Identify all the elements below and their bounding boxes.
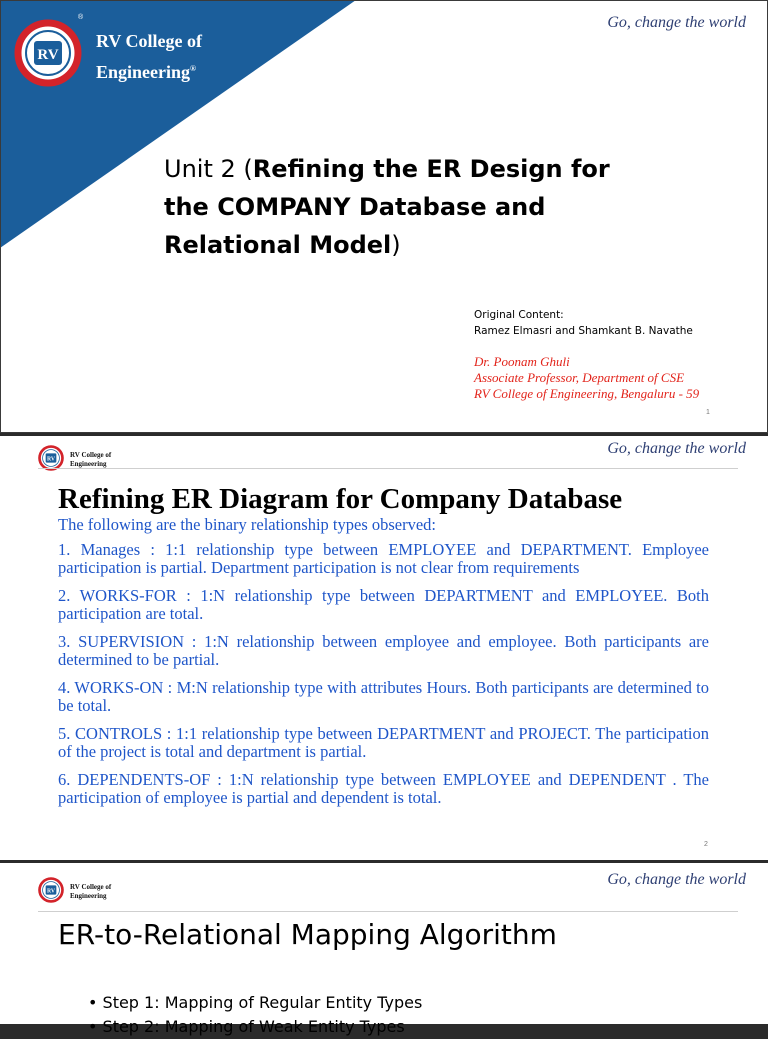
list-item: 1. Manages : 1:1 relationship type between EMPLOYEE and DEPARTMENT. Employee participation is partial. Department participation is not clear from requirements: [58, 539, 709, 577]
college-name-line2: Engineering: [70, 460, 107, 468]
list-item: • Step 2: Mapping of Weak Entity Types: [88, 1015, 422, 1039]
presenter-org: RV College of Engineering, Bengaluru - 59: [474, 386, 700, 401]
svg-text:RV: RV: [46, 888, 56, 895]
college-name-line2: Engineering: [70, 892, 107, 900]
svg-text:RV: RV: [46, 456, 56, 463]
slide-title-suffix: ): [391, 231, 401, 259]
page-number: 1: [706, 409, 710, 416]
slide-title-prefix: Unit 2 (: [164, 155, 253, 183]
list-item: 2. WORKS-FOR : 1:N relationship type between DEPARTMENT and EMPLOYEE. Both participation are total.: [58, 585, 709, 623]
content-slide-mapping: [0, 863, 768, 1036]
college-name-line2: Engineering: [96, 62, 191, 82]
list-item: 3. SUPERVISION : 1:N relationship between employee and employee. Both participants are determined to be partial.: [58, 631, 709, 669]
college-name-line1: RV College of: [70, 451, 112, 459]
college-name-line1: RV College of: [70, 883, 112, 891]
presenter-info: [474, 354, 699, 402]
tagline: Go, change the world: [607, 440, 746, 457]
college-name: [96, 28, 202, 86]
tagline: Go, change the world: [607, 14, 746, 31]
list-item: • Step 1: Mapping of Regular Entity Types: [88, 991, 422, 1015]
steps-list: [88, 991, 422, 1039]
original-content-credit: [474, 307, 693, 339]
content-slide-relationships: [0, 436, 768, 860]
tagline: Go, change the world: [607, 871, 746, 888]
page-number: 2: [704, 841, 708, 848]
original-content-authors: Ramez Elmasri and Shamkant B. Navathe: [474, 325, 693, 337]
slide-title: [164, 150, 634, 264]
list-item: 5. CONTROLS : 1:1 relationship type between DEPARTMENT and PROJECT. The participation of the project is total and department is partial.: [58, 723, 709, 761]
header-divider: [38, 911, 738, 912]
relationship-list: [58, 516, 709, 817]
header-divider: [38, 468, 738, 469]
list-item: 4. WORKS-ON : M:N relationship type with attributes Hours. Both participants are determined to be total.: [58, 677, 709, 715]
intro-text: The following are the binary relationship types observed:: [58, 515, 437, 534]
slide-title: ER-to-Relational Mapping Algorithm: [58, 918, 557, 951]
registered-mark: ®: [190, 64, 196, 73]
presenter-role: Associate Professor, Department of CSE: [474, 370, 685, 385]
college-name: [70, 451, 111, 469]
rv-logo-icon: [14, 19, 82, 87]
svg-text:RV: RV: [37, 47, 59, 63]
presenter-name: Dr. Poonam Ghuli: [474, 354, 570, 369]
college-name-line1: RV College of: [96, 31, 203, 51]
list-item: 6. DEPENDENTS-OF : 1:N relationship type between EMPLOYEE and DEPENDENT . The participation of employee is partial and dependent is total.: [58, 769, 709, 807]
college-name: [70, 883, 111, 901]
rv-logo-icon: [38, 877, 64, 903]
slide-title-bold: Refining the ER Design for the COMPANY Database and Relational Model: [164, 155, 610, 259]
original-content-label: Original Content:: [474, 309, 564, 321]
registered-mark: ®: [78, 14, 84, 21]
slide-title: Refining ER Diagram for Company Database: [58, 483, 623, 515]
title-slide: [0, 0, 768, 433]
